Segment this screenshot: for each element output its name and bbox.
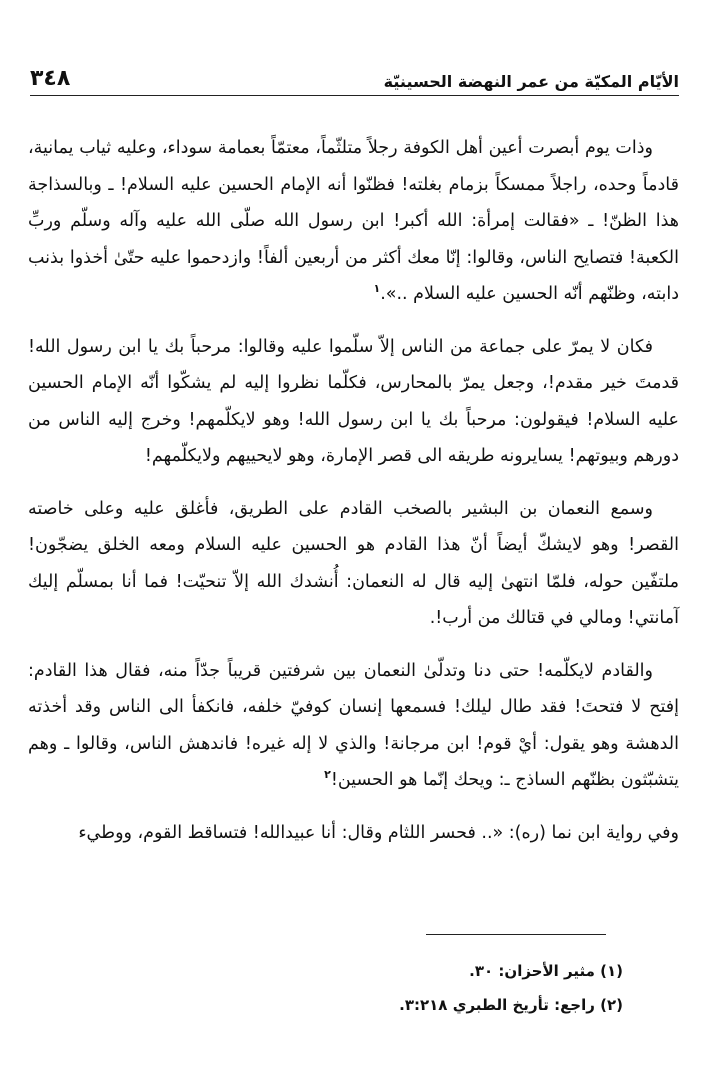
footnote-2: (٢) راجع: تأريخ الطبري ٣:٢١٨. — [399, 996, 623, 1014]
paragraph-text: وسمع النعمان بن البشير بالصخب القادم على الطريق، فأغلق عليه وعلى خاصته القصر! وهو لايشكّ أيضاً أنّ هذا القادم هو الحسين عليه السلام ومعه الخلق يضجّون! ملتفّين حوله، فلمّا انتهىٰ إليه قال له النعمان: أُنشدك الله إلاّ تنحيّت! فما أنا بمسلّم إليك آمانتي! ومالي في قتالك من أرب!. — [28, 498, 679, 628]
footnotes — [30, 954, 623, 1022]
footnote-ref-1: ١ — [373, 282, 381, 296]
footnote-ref-2: ٢ — [324, 768, 331, 782]
paragraph-text: والقادم لايكلّمه! حتى دنا وتدلّىٰ النعمان بين شرفتين قريباً جدّاً منه، فقال هذا القادم: إفتح لا فتحتَ! فقد طال ليلك! فسمعها إنسان كوفيّ خلفه، فانكفأ الى الناس وقد أخذته الدهشة وهو يقول: أيْ قوم! ابن مرجانة! والذي لا إله غيره! فاندهش الناس، وقالوا ـ وهم يتشبّثون بظنّهم الساذج ـ: ويحك إنّما هو الحسين! — [28, 660, 679, 790]
footnote-divider — [426, 934, 606, 935]
paragraph-text: فكان لا يمرّ على جماعة من الناس إلاّ سلّموا عليه وقالوا: مرحباً بك يا ابن رسول الله! قدمتَ خير مقدم!، وجعل يمرّ بالمحارس، فكلّما نظروا إليه لم يشكّوا أنّه الإمام الحسين عليه السلام! فيقولون: مرحباً بك يا ابن رسول الله! وهو لايكلّمهم! وخرج إليه الناس من دورهم وبيوتهم! يسايرونه طريقه الى قصر الإمارة، وهو لايحييهم ولايكلّمهم! — [28, 336, 679, 466]
paragraph-4 — [28, 653, 679, 799]
paragraph-3 — [28, 491, 679, 637]
page-header — [30, 62, 679, 96]
paragraph-text: وذات يوم أبصرت أعين أهل الكوفة رجلاً متلثّماً، معتمّاً بعمامة سوداء، وعليه ثياب يمانية، قادماً وحده، راجلاً ممسكاً بزمام بغلته! فظنّوا أنه الإمام الحسين عليه السلام! ـ وبالسذاجة هذا الظنّ! ـ «فقالت إمرأة: الله أكبر! ابن رسول الله صلّى الله عليه وآله وسلّم وربِّ الكعبة! فتصايح الناس، وقالوا: إنّا معك أكثر من أربعين ألفاً! وازدحموا عليه حتّىٰ أخذوا بذنب دابته، وظنّهم أنّه الحسين عليه السلام ..». — [28, 138, 679, 304]
paragraph-1 — [28, 130, 679, 313]
body-text — [28, 130, 679, 867]
paragraph-text: وفي رواية ابن نما (ره): «.. فحسر اللثام وقال: أنا عبيدالله! فتساقط القوم، ووطيء — [78, 822, 679, 843]
paragraph-5 — [28, 815, 679, 852]
page-number: ٣٤٨ — [30, 66, 71, 91]
footnote-1: (١) مثير الأحزان: ٣٠. — [469, 962, 623, 980]
paragraph-2 — [28, 329, 679, 475]
running-title: الأيّام المكيّة من عمر النهضة الحسينيّة — [383, 72, 679, 91]
